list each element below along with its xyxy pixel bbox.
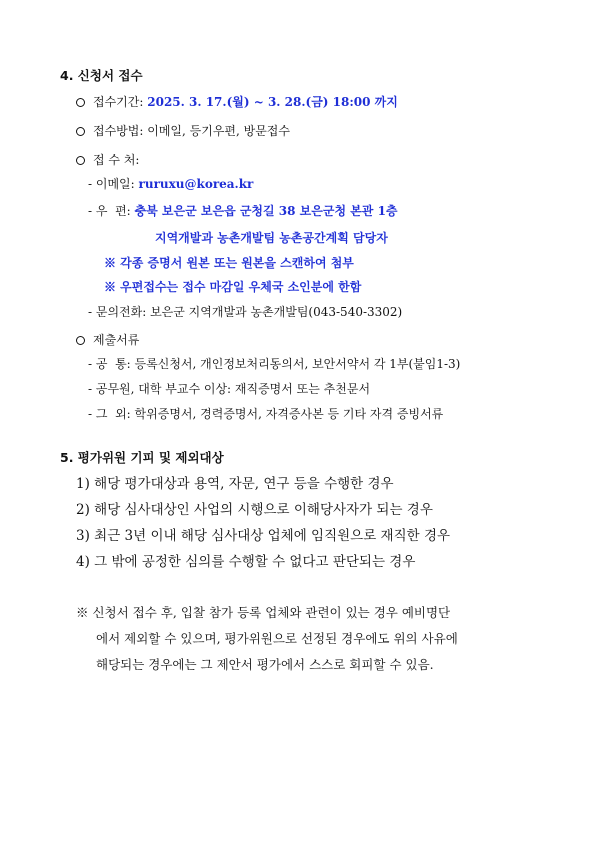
- docs-row: [76, 334, 139, 346]
- email-row: [88, 178, 253, 190]
- circle-bullet-icon: [76, 336, 85, 345]
- section-4-heading: 4. 신청서 접수: [60, 68, 143, 83]
- note-postal: ※ 우편접수는 접수 마감일 우체국 소인분에 한함: [104, 280, 362, 294]
- method-row: [76, 125, 290, 137]
- post-label: - 우 편:: [88, 204, 131, 218]
- period-label: 접수기간:: [93, 95, 144, 109]
- exclusion-item: 2) 해당 심사대상인 사업의 시행으로 이해당사자가 되는 경우: [76, 502, 433, 518]
- email-value: ruruxu@korea.kr: [138, 177, 254, 191]
- docs-common: - 공 통: 등록신청서, 개인정보처리동의서, 보안서약서 각 1부(붙임1-3): [88, 357, 461, 371]
- section-5-heading: 5. 평가위원 기피 및 제외대상: [60, 450, 224, 465]
- docs-label: 제출서류: [93, 333, 140, 347]
- exclusion-item: 4) 그 밖에 공정한 심의를 수행할 수 없다고 판단되는 경우: [76, 554, 416, 570]
- footnote-line: ※ 신청서 접수 후, 입찰 참가 등록 업체와 관련이 있는 경우 예비명단: [76, 605, 451, 620]
- period-row: [76, 96, 398, 108]
- exclusion-item: 1) 해당 평가대상과 용역, 자문, 연구 등을 수행한 경우: [76, 476, 394, 492]
- docs-officials: - 공무원, 대학 부교수 이상: 재직증명서 또는 추천문서: [88, 382, 371, 396]
- circle-bullet-icon: [76, 156, 85, 165]
- circle-bullet-icon: [76, 98, 85, 107]
- note-originals: ※ 각종 증명서 원본 또는 원본을 스캔하여 첨부: [104, 256, 354, 270]
- post-line2: 지역개발과 농촌개발팀 농촌공간계획 담당자: [155, 231, 388, 245]
- place-label: 접 수 처:: [93, 153, 140, 167]
- period-value: 2025. 3. 17.(월) ~ 3. 28.(금) 18:00 까지: [147, 95, 398, 109]
- footnote-line: 에서 제외할 수 있으며, 평가위원으로 선정된 경우에도 위의 사유에: [96, 631, 458, 646]
- email-label: - 이메일:: [88, 177, 135, 191]
- contact-row: - 문의전화: 보은군 지역개발과 농촌개발팀(043-540-3302): [88, 305, 403, 319]
- post-row: [88, 205, 398, 217]
- circle-bullet-icon: [76, 127, 85, 136]
- docs-others: - 그 외: 학위증명서, 경력증명서, 자격증사본 등 기타 자격 증빙서류: [88, 407, 444, 421]
- footnote-line: 해당되는 경우에는 그 제안서 평가에서 스스로 회피할 수 있음.: [96, 657, 434, 672]
- method-label: 접수방법: 이메일, 등기우편, 방문접수: [93, 124, 290, 138]
- place-row: [76, 154, 139, 166]
- post-line1: 충북 보은군 보은읍 군청길 38 보은군청 본관 1층: [134, 204, 398, 218]
- exclusion-item: 3) 최근 3년 이내 해당 심사대상 업체에 임직원으로 재직한 경우: [76, 528, 451, 544]
